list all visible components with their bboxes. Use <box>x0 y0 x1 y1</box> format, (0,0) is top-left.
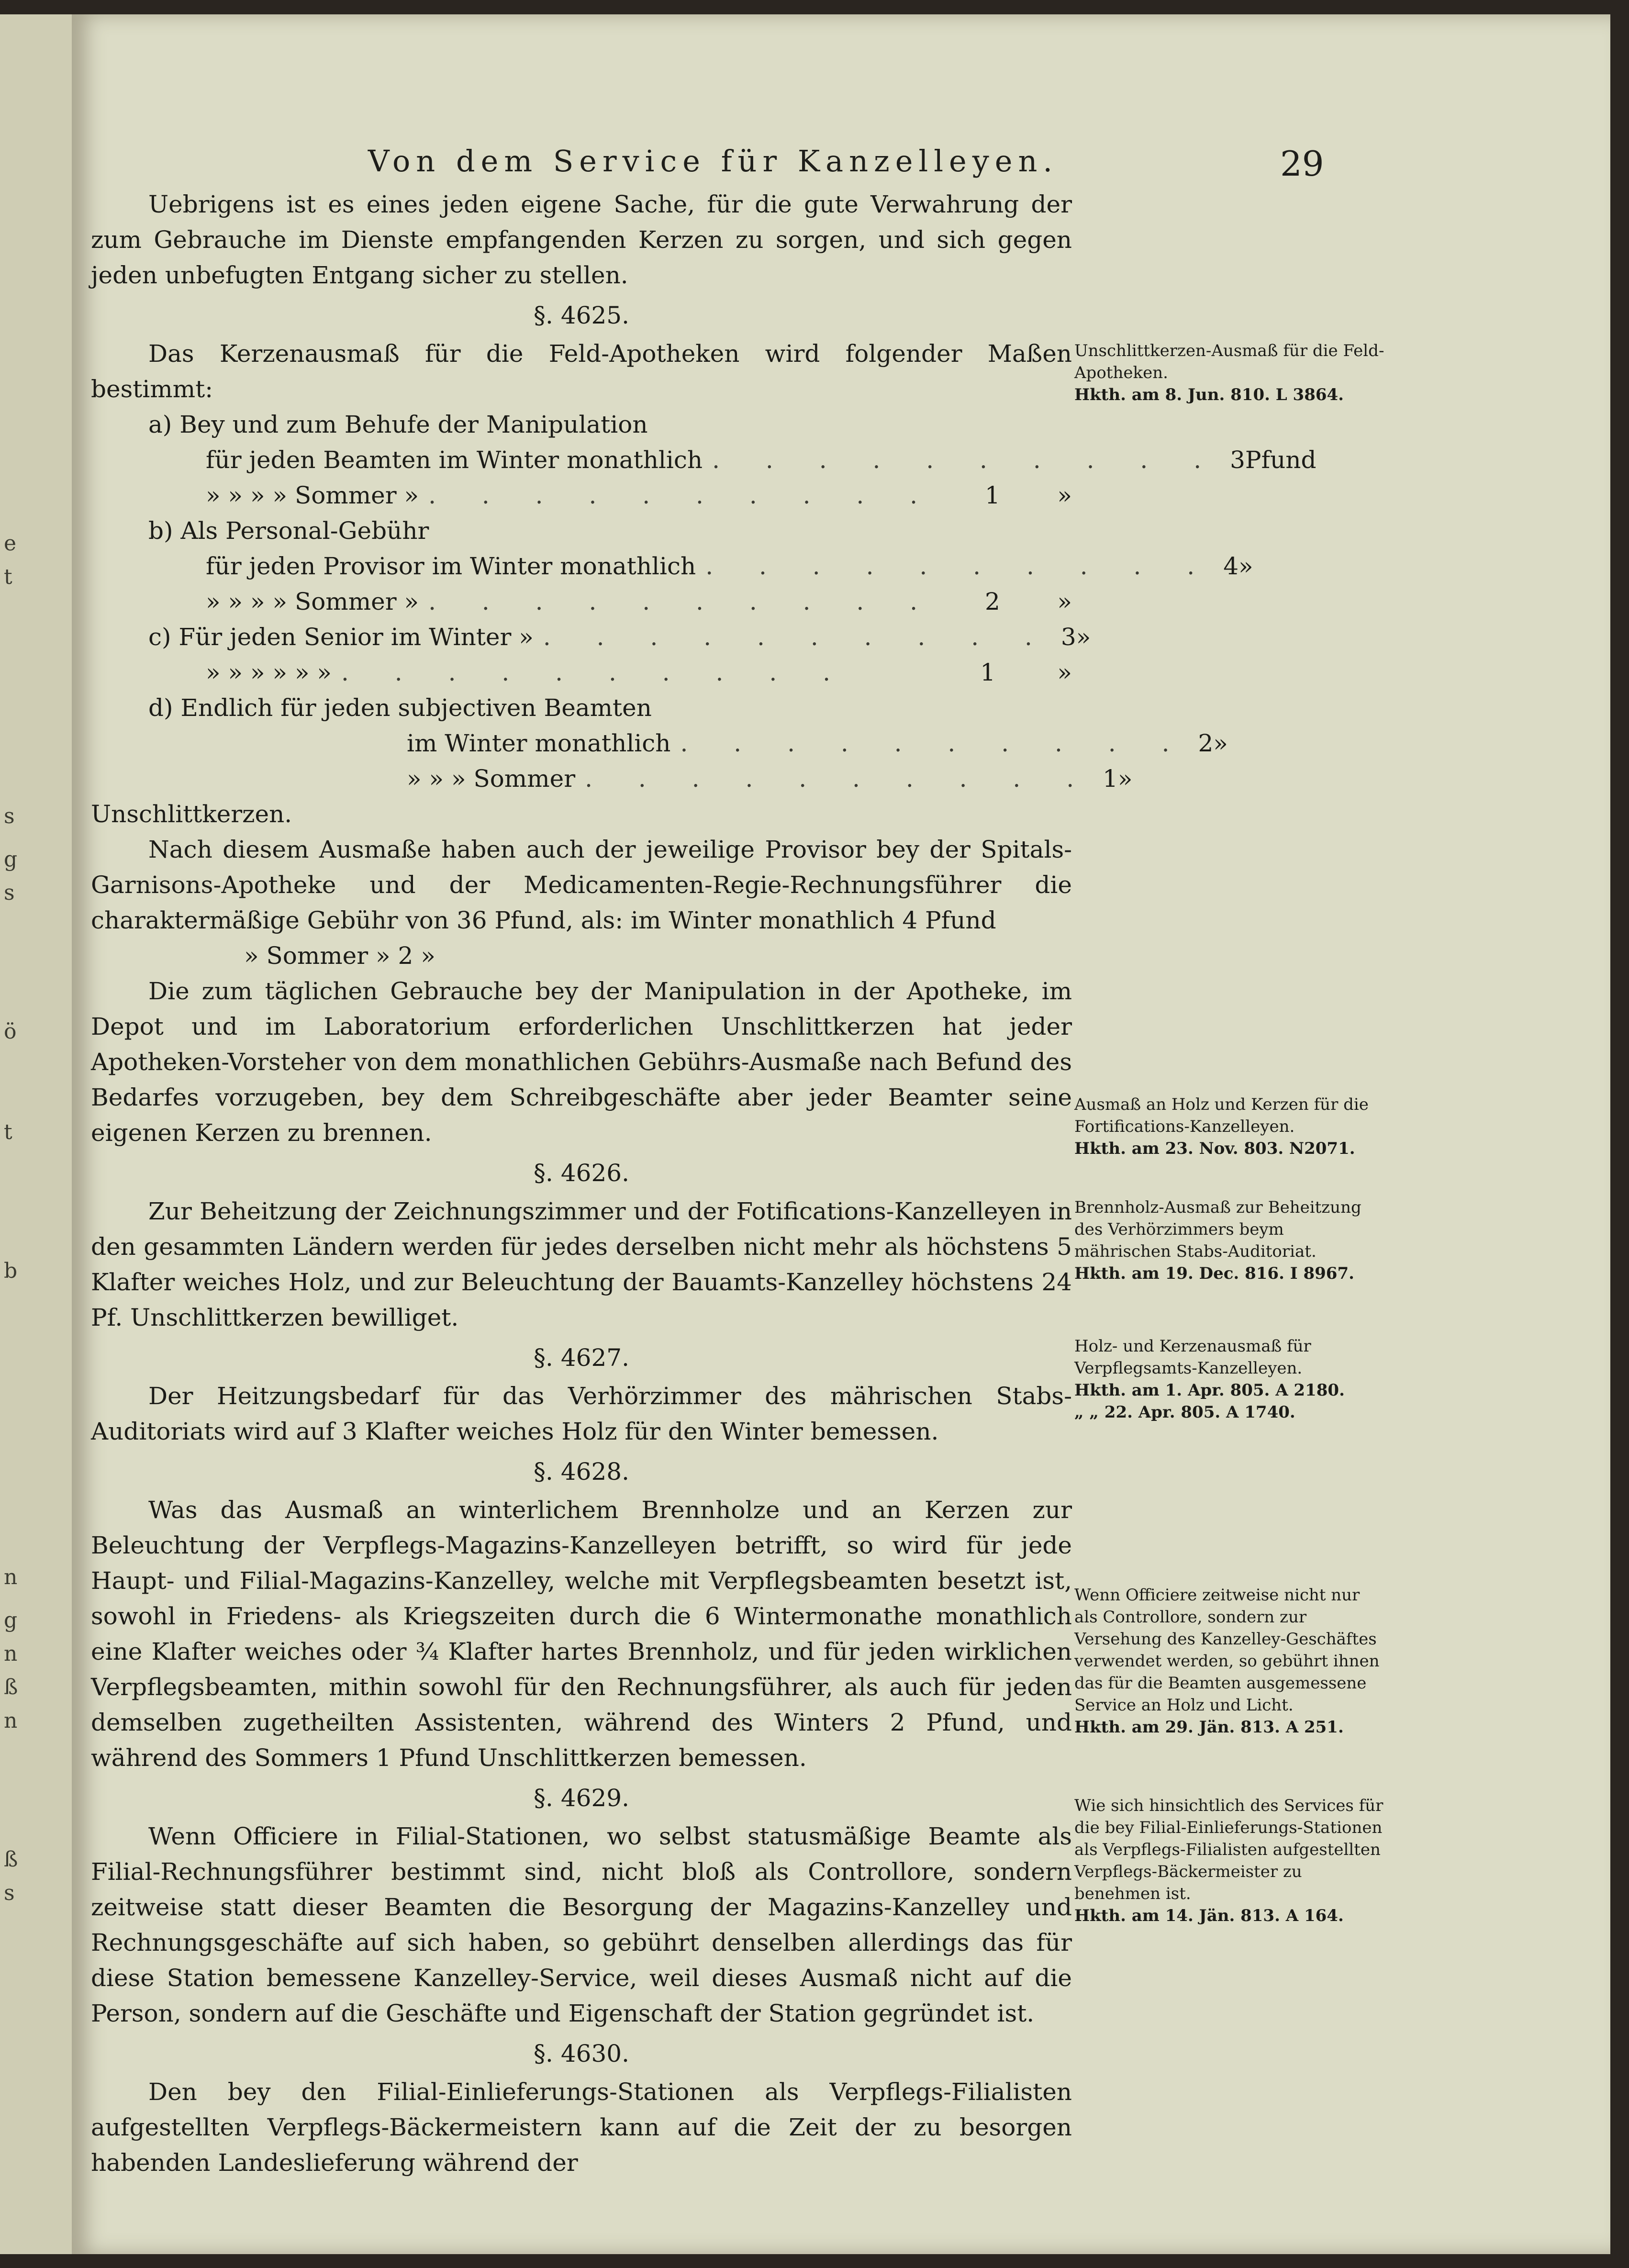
margin-note-reference: Hkth. am 8. Jun. 810. L 3864. <box>1074 385 1344 404</box>
list-item-heading: b) Als Personal-Gebühr <box>148 517 429 545</box>
dot-leader: . . . . . . . . . . <box>705 552 1214 580</box>
previous-page-fragment: s <box>4 804 15 828</box>
section-heading: §. 4629. <box>534 1784 629 1812</box>
previous-page-fragment: n <box>4 1642 18 1666</box>
margin-note-text: Unschlittkerzen-Ausmaß für die Feld-Apotheken. <box>1074 341 1384 382</box>
allowance-row <box>91 584 1072 619</box>
allowance-row <box>91 442 1317 478</box>
margin-note-reference: Hkth. am 14. Jän. 813. A 164. <box>1074 1906 1344 1925</box>
section-heading: §. 4625. <box>534 302 629 329</box>
allowance-unit: » <box>1057 588 1072 615</box>
margin-note-text: Wie sich hinsichtlich des Services für die bey Filial-Einlieferungs-Stationen als Verpflegs-Filialisten aufgestellten Verpflegs-Bäckermeister zu benehmen ist. <box>1074 1796 1384 1903</box>
allowance-amount: 2 <box>1198 729 1214 757</box>
list-item-heading: d) Endlich für jeden subjectiven Beamten <box>148 694 652 722</box>
paragraph: Zur Beheitzung der Zeichnungszimmer und der Fotifications-Kanzelleyen in den gesammten Ländern werden für jedes derselben nicht mehr als höchstens 5 Klafter weiches Holz, und zur Beleuchtung der Bauamts-Kanzelley höchstens 24 Pf. Unschlittkerzen bewilliget. <box>91 1197 1072 1331</box>
allowance-tail: Unschlittkerzen. <box>91 800 292 828</box>
dot-leader: . . . . . . . . . . <box>712 446 1221 474</box>
allowance-unit: » <box>1117 765 1133 793</box>
allowance-row <box>91 761 1133 796</box>
paragraph-line: » Sommer » 2 » <box>244 942 435 970</box>
section-heading: §. 4626. <box>534 1159 629 1187</box>
list-item-heading: a) Bey und zum Behufe der Manipulation <box>148 411 648 438</box>
previous-page-edge <box>0 14 72 2254</box>
allowance-label: » » » » Sommer » <box>206 588 419 615</box>
margin-note-reference: Hkth. am 23. Nov. 803. N2071. <box>1074 1139 1355 1158</box>
intro-paragraph: Uebrigens ist es eines jeden eigene Sache, für die gute Verwahrung der zum Gebrauche im Dienste empfangenden Kerzen zu sorgen, und sich gegen jeden unbefugten Entgang sicher zu stellen. <box>91 190 1072 289</box>
allowance-label: im Winter monathlich <box>407 729 671 757</box>
allowance-amount: 4 <box>1223 552 1239 580</box>
previous-page-fragment: e <box>4 531 17 556</box>
dot-leader: . . . . . . . . . . <box>428 588 937 615</box>
margin-note-text: Wenn Officiere zeitweise nicht nur als Controllore, sondern zur Versehung des Kanzelley-Geschäftes verwendet werden, so gebührt ihnen das für die Beamten ausgemessene Service an Holz und Licht. <box>1074 1586 1380 1715</box>
allowance-row <box>91 548 1253 584</box>
dot-leader: . . . . . . . . . . <box>543 623 1051 651</box>
book-page <box>72 14 1610 2254</box>
previous-page-fragment: s <box>4 1881 15 1905</box>
allowance-unit: Pfund <box>1245 446 1317 474</box>
allowance-label: » » » » » » <box>206 659 332 686</box>
paragraph: Nach diesem Ausmaße haben auch der jeweilige Provisor bey der Spitals-Garnisons-Apotheke und der Medicamenten-Regie-Rechnungsführer die charaktermäßige Gebühr von 36 Pfund, als: im Winter monathlich 4 Pfund <box>91 836 1072 934</box>
allowance-label: für jeden Provisor im Winter monathlich <box>206 552 696 580</box>
allowance-row <box>91 726 1228 761</box>
allowance-unit: » <box>1213 729 1228 757</box>
section-heading: §. 4628. <box>534 1458 629 1486</box>
previous-page-fragment: n <box>4 1709 18 1733</box>
paragraph: Wenn Officiere in Filial-Stationen, wo selbst statusmäßige Beamte als Filial-Rechnungsführer bestimmt sind, nicht bloß als Controllore, sondern zeitweise statt dieser Beamten die Besorgung der Magazins-Kanzelley und Rechnungsgeschäfte auf sich haben, so gebührt denselben allerdings das für diese Station bemessene Kanzelley-Service, weil dieses Ausmaß nicht auf die Person, sondern auf die Geschäfte und Eigenschaft der Station gegründet ist. <box>91 1822 1072 2027</box>
margin-note <box>1074 1196 1385 1285</box>
paragraph: Die zum täglichen Gebrauche bey der Manipulation in der Apotheke, im Depot und im Laboratorium erforderlichen Unschlittkerzen hat jeder Apotheken-Vorsteher von dem monathlichen Gebührs-Ausmaße nach Befund des Bedarfes vorzugeben, bey dem Schreibgeschäfte aber jeder Beamter seine eigenen Kerzen zu brennen. <box>91 977 1072 1147</box>
margin-note <box>1074 1584 1385 1738</box>
dot-leader: . . . . . . . . . . <box>585 765 1093 793</box>
allowance-unit: » <box>1238 552 1253 580</box>
previous-page-fragment: t <box>4 1120 12 1144</box>
margin-note <box>1074 1094 1385 1160</box>
allowance-row <box>91 619 1091 655</box>
section-heading: §. 4630. <box>534 2040 629 2067</box>
allowance-amount: 1 <box>980 659 995 686</box>
margin-note-text: Brennholz-Ausmaß zur Beheitzung des Verhörzimmers beym mährischen Stabs-Auditoriat. <box>1074 1198 1361 1261</box>
paragraph: Den bey den Filial-Einlieferungs-Stationen als Verpflegs-Filialisten aufgestellten Verpflegs-Bäckermeistern kann auf die Zeit der zu besorgen habenden Landeslieferung während der <box>91 2078 1072 2177</box>
section-heading: §. 4627. <box>534 1344 629 1372</box>
allowance-label: » » » Sommer <box>407 765 576 793</box>
margin-note-text: Holz- und Kerzenausmaß für Verpflegsamts-Kanzelleyen. <box>1074 1337 1311 1378</box>
allowance-unit: » <box>1057 481 1072 509</box>
margin-note-reference: Hkth. am 29. Jän. 813. A 251. <box>1074 1718 1344 1737</box>
allowance-amount: 2 <box>984 588 1000 615</box>
dot-leader: . . . . . . . . . . <box>680 729 1189 757</box>
previous-page-fragment: ö <box>4 1019 17 1044</box>
dot-leader: . . . . . . . . . . <box>428 481 937 509</box>
allowance-amount: 1 <box>984 481 1000 509</box>
previous-page-fragment: n <box>4 1565 18 1589</box>
margin-note-reference: „ „ 22. Apr. 805. A 1740. <box>1074 1403 1295 1422</box>
margin-note <box>1074 1795 1385 1927</box>
page-number: 29 <box>1280 144 1324 184</box>
allowance-unit: » <box>1076 623 1091 651</box>
margin-note <box>1074 340 1385 406</box>
allowance-amount: 3 <box>1060 623 1076 651</box>
margin-note-reference: Hkth. am 1. Apr. 805. A 2180. <box>1074 1381 1345 1400</box>
allowance-row <box>91 478 1072 513</box>
previous-page-fragment: g <box>4 1608 18 1632</box>
dot-leader: . . . . . . . . . . <box>341 659 849 686</box>
allowance-unit: » <box>1057 659 1072 686</box>
margin-note <box>1074 1335 1385 1423</box>
allowance-amount: 1 <box>1103 765 1118 793</box>
previous-page-fragment: ß <box>4 1675 18 1699</box>
allowance-label: für jeden Beamten im Winter monathlich <box>206 446 703 474</box>
paragraph: Was das Ausmaß an winterlichem Brennholze und an Kerzen zur Beleuchtung der Verpflegs-Magazins-Kanzelleyen betrifft, so wird für jede Haupt- und Filial-Magazins-Kanzelley, welche mit Verpflegsbeamten besetzt ist, sowohl in Friedens- als Kriegszeiten durch die 6 Wintermonathe monathlich eine Klafter weiches oder ¾ Klafter hartes Brennholz, und für jeden wirklichen Verpflegsbeamten, mithin sowohl für den Rechnungsführer, als auch für jeden demselben zugetheilten Assistenten, während des Winters 2 Pfund, und während des Sommers 1 Pfund Unschlittkerzen bemessen. <box>91 1496 1072 1772</box>
running-header: Von dem Service für Kanzelleyen. <box>368 144 1059 179</box>
section-lead: Das Kerzenausmaß für die Feld-Apotheken wird folgender Maßen bestimmt: <box>91 340 1072 403</box>
previous-page-fragment: b <box>4 1259 18 1283</box>
previous-page-fragment: ß <box>4 1847 18 1872</box>
paragraph: Der Heitzungsbedarf für das Verhörzimmer des mährischen Stabs-Auditoriats wird auf 3 Klafter weiches Holz für den Winter bemessen. <box>91 1382 1072 1445</box>
allowance-row <box>91 655 1072 690</box>
allowance-label: » » » » Sommer » <box>206 481 419 509</box>
allowance-label: c) Für jeden Senior im Winter » <box>148 623 534 651</box>
previous-page-fragment: s <box>4 881 15 905</box>
margin-note-text: Ausmaß an Holz und Kerzen für die Fortifications-Kanzelleyen. <box>1074 1095 1369 1136</box>
allowance-amount: 3 <box>1230 446 1245 474</box>
margin-note-reference: Hkth. am 19. Dec. 816. I 8967. <box>1074 1264 1354 1283</box>
previous-page-fragment: t <box>4 565 12 589</box>
previous-page-fragment: g <box>4 847 18 871</box>
